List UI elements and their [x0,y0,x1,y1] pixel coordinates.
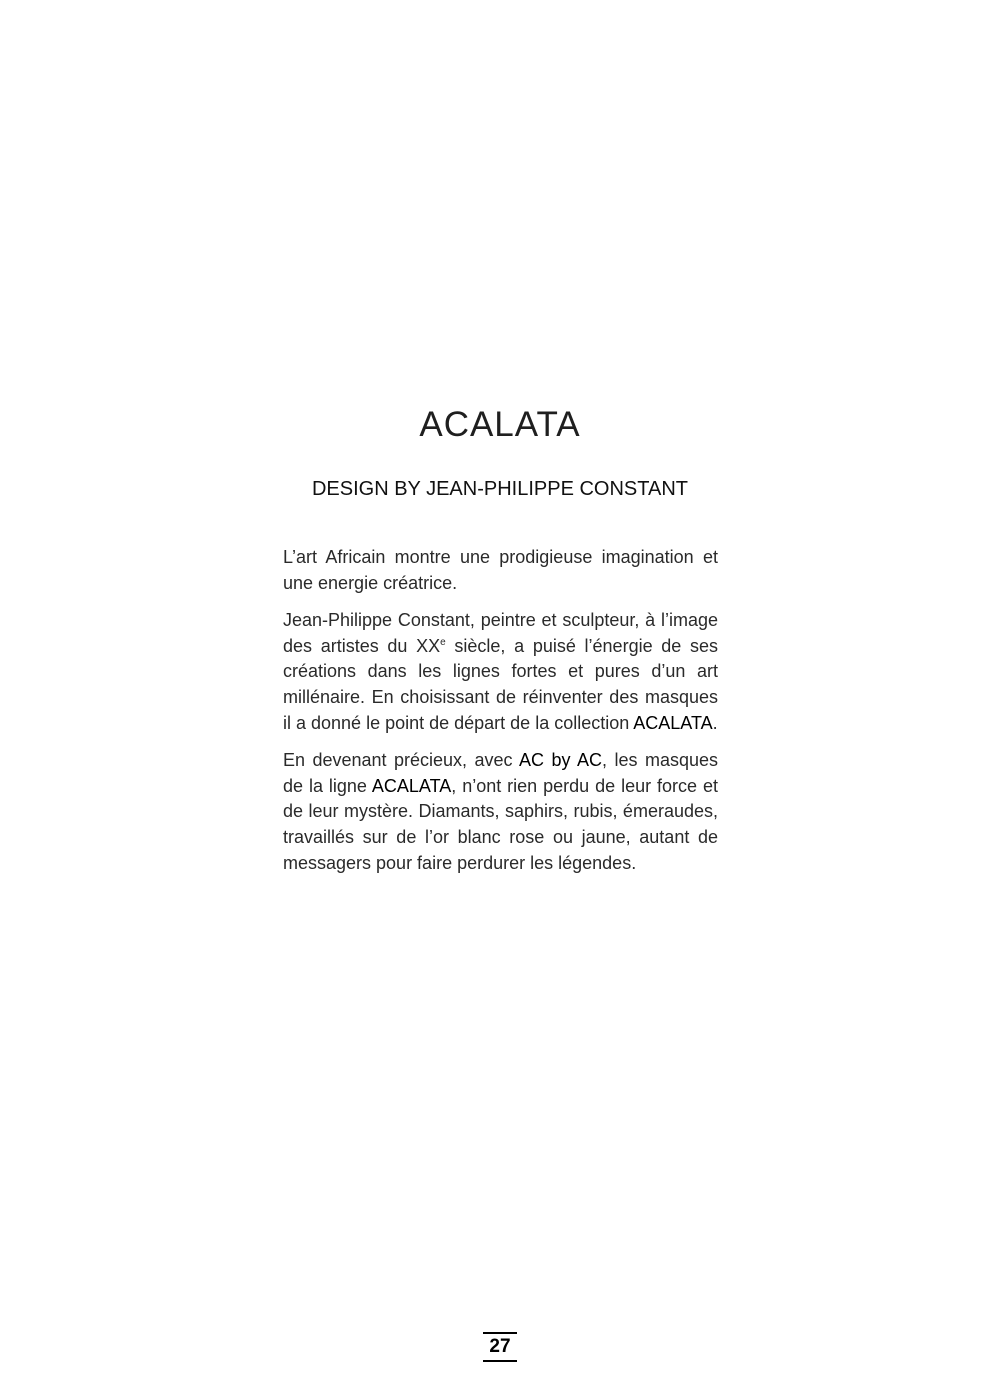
brand-name-highlight: AC by AC [519,750,602,771]
paragraph-2-text-1: Jean-Philippe Constant, peintre et sculpteur, à l’image des artistes du XX [283,610,718,656]
paragraph-3-text-1: En devenant précieux, avec [283,750,520,771]
century-superscript: e [440,636,446,648]
collection-name-highlight: ACALATA [633,712,713,733]
paragraph-3-text-2: , les masques de la ligne [283,750,718,796]
body-text [283,545,718,888]
paragraph-2 [283,608,718,736]
page-number: 27 [483,1332,517,1362]
page-subtitle: DESIGN BY JEAN-PHILIPPE CONSTANT [311,478,688,500]
paragraph-3-text-3: , n’ont rien perdu de leur force et de leur mystère. Diamants, saphirs, rubis, émeraudes, travaillés sur de l’or blanc rose ou jaune, autant de messagers pour faire perdurer les légendes. [283,775,719,873]
page-title: ACALATA [419,405,581,444]
paragraph-2-text-3: . [712,712,718,733]
paragraph-2-text-2: siècle, a puisé l’énergie de ses créations dans les lignes fortes et pures d’un art millénaire. En choisissant de réinventer des masques il a donné le point de départ de la collection [283,635,718,733]
line-name-highlight: ACALATA [371,775,452,796]
paragraph-3 [283,748,718,876]
paragraph-1: L’art Africain montre une prodigieuse imagination et une energie créatrice. [283,547,718,593]
